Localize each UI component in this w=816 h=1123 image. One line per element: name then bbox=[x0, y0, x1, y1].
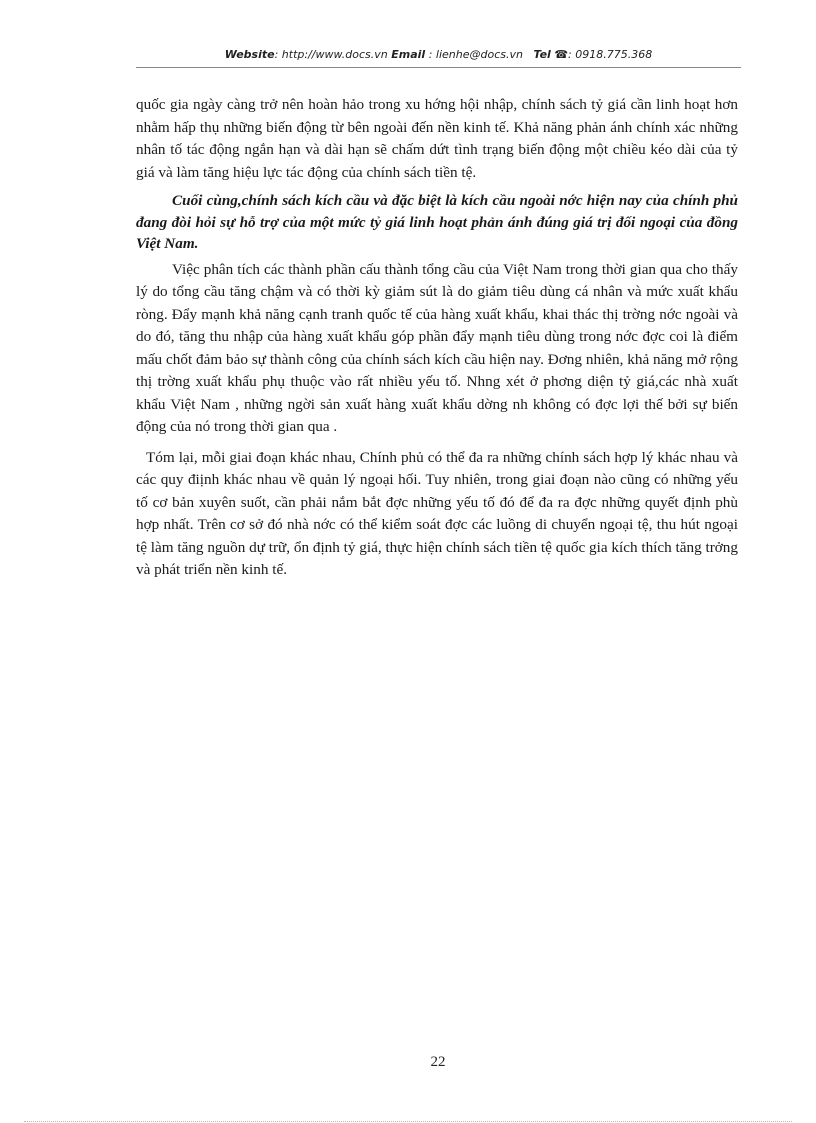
phone-icon: ☎ bbox=[554, 48, 569, 61]
page-number: 22 bbox=[430, 1054, 446, 1070]
page-bottom-divider bbox=[24, 1121, 792, 1122]
paragraph-analysis: Việc phân tích các thành phần cấu thành tổng cầu của Việt Nam trong thời gian qua cho thấy lý do tổng cầu tăng chậm và có thời kỳ giảm sút là do giảm tiêu dùng cá nhân và mức xuất khẩu ròng. Đẩy mạnh khả năng cạnh tranh quốc tế của hàng xuất khẩu, khai thác thị trờng nớc ngoài và do đó, tăng thu nhập của hàng xuất khẩu góp phần đẩy mạnh tiêu dùng trong nớc đợc coi là điểm mấu chốt đảm bảo sự thành công của chính sách kích cầu hiện nay. Đơng nhiên, khả năng mở rộng thị trờng xuất khẩu phụ thuộc vào rất nhiều yếu tố. Nhng xét ở phơng diện tỷ giá,các nhà xuất khẩu Việt Nam , những ngời sản xuất hàng xuất khẩu dờng nh không có đợc lợi thế bởi sự biến động của nó trong thời gian qua . bbox=[136, 260, 738, 435]
tel-value: : 0918.775.368 bbox=[568, 48, 653, 61]
email-label: Email bbox=[391, 48, 426, 61]
paragraph-intro: quốc gia ngày càng trở nên hoàn hảo trong xu hớng hội nhập, chính sách tỷ giá cần linh hoạt hơn nhằm hấp thụ những biến động từ bên ngoài đến nền kinh tế. Khả năng phản ánh chính xác những nhân tố tác động ngắn hạn và dài hạn sẽ chấm dứt tình trạng biến động một chiều kéo dài của tỷ giá và làm tăng hiệu lực tác động của chính sách tiền tệ. bbox=[136, 96, 738, 181]
website-label: Website bbox=[224, 48, 275, 61]
header-divider bbox=[136, 67, 741, 68]
website-value: : http://www.docs.vn bbox=[274, 48, 388, 61]
document-body bbox=[136, 94, 738, 582]
tel-label: Tel bbox=[533, 48, 551, 61]
email-value: : lienhe@docs.vn bbox=[428, 48, 523, 61]
page-header bbox=[136, 48, 741, 61]
paragraph-conclusion: Tóm lại, mỗi giai đoạn khác nhau, Chính phủ có thể đa ra những chính sách hợp lý khác nhau và các quy điịnh khác nhau về quản lý ngoại hối. Tuy nhiên, trong giai đoạn nào cũng có những yếu tố cơ bản xuyên suốt, cần phải nắm bắt đợc những yếu tố đó để đa ra đợc những quyết định phù hợp nhất. Trên cơ sở đó nhà nớc có thể kiểm soát đợc các luồng di chuyển ngoại tệ, thu hút ngoại tệ làm tăng nguồn dự trữ, ổn định tỷ giá, thực hiện chính sách tiền tệ quốc gia kích thích tăng trởng và phát triển nền kinh tế. bbox=[136, 448, 738, 578]
paragraph-emphasis: Cuối cùng,chính sách kích cầu và đặc biệt là kích cầu ngoài nớc hiện nay của chính phủ đang đòi hỏi sự hỗ trợ của một mức tỷ giá linh hoạt phản ánh đúng giá trị đối ngoại của đồng Việt Nam. bbox=[136, 192, 738, 252]
